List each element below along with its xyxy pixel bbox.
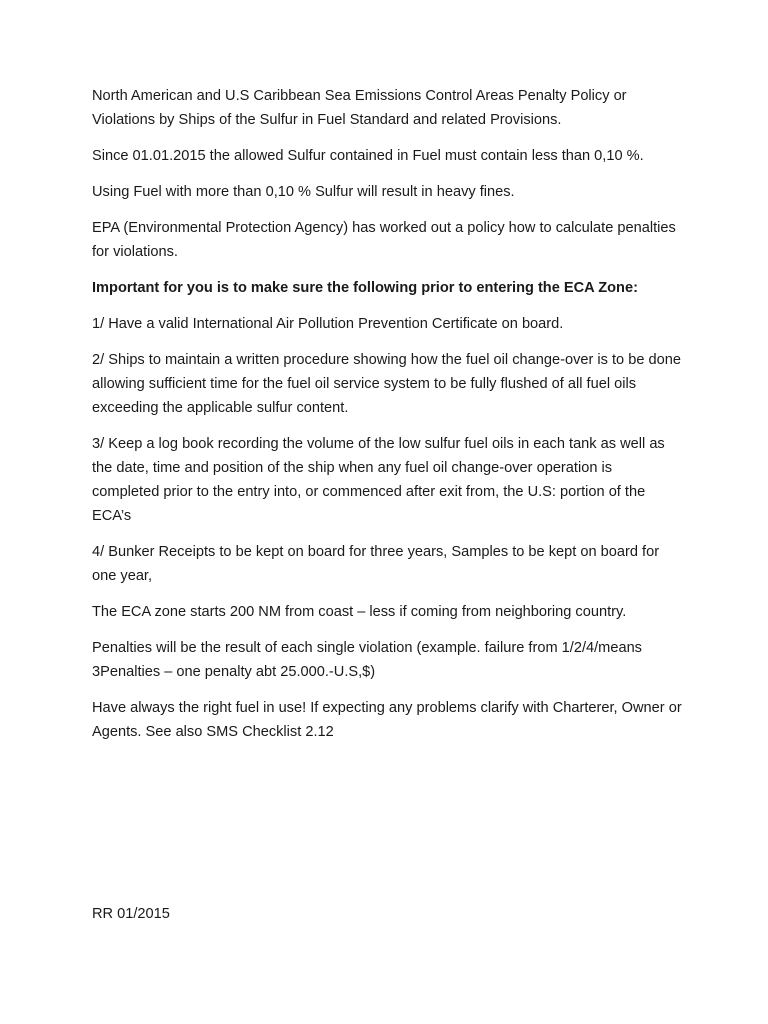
paragraph-eca-zone: The ECA zone starts 200 NM from coast – less if coming from neighboring country. (92, 604, 627, 620)
document-footer: RR 01/2015 (92, 906, 170, 922)
paragraph-since: Since 01.01.2015 the allowed Sulfur contained in Fuel must contain less than 0,10 %. (92, 148, 644, 164)
list-item-3: 3/ Keep a log book recording the volume of the low sulfur fuel oils in each tank as well as the date, time and position of the ship when any fuel oil change-over operation is completed prior to the entry into, or commenced after exit from, the U.S: portion of the ECA’s (92, 436, 665, 524)
document-body (92, 84, 682, 756)
list-item-2: 2/ Ships to maintain a written procedure showing how the fuel oil change-over is to be done allowing sufficient time for the fuel oil service system to be fully flushed of all fuel oils exceeding the applicable sulfur content. (92, 352, 681, 416)
paragraph-using: Using Fuel with more than 0,10 % Sulfur will result in heavy fines. (92, 184, 515, 200)
paragraph-important: Important for you is to make sure the following prior to entering the ECA Zone: (92, 280, 638, 296)
paragraph-title: North American and U.S Caribbean Sea Emissions Control Areas Penalty Policy or Violations by Ships of the Sulfur in Fuel Standard and related Provisions. (92, 88, 627, 128)
paragraph-epa: EPA (Environmental Protection Agency) has worked out a policy how to calculate penalties for violations. (92, 220, 676, 260)
list-item-1: 1/ Have a valid International Air Pollution Prevention Certificate on board. (92, 316, 564, 332)
paragraph-penalties: Penalties will be the result of each single violation (example. failure from 1/2/4/means 3Penalties – one penalty abt 25.000.-U.S,$) (92, 640, 642, 680)
list-item-4: 4/ Bunker Receipts to be kept on board for three years, Samples to be kept on board for one year, (92, 544, 660, 584)
paragraph-right-fuel: Have always the right fuel in use! If expecting any problems clarify with Charterer, Owner or Agents. See also SMS Checklist 2.12 (92, 700, 682, 740)
